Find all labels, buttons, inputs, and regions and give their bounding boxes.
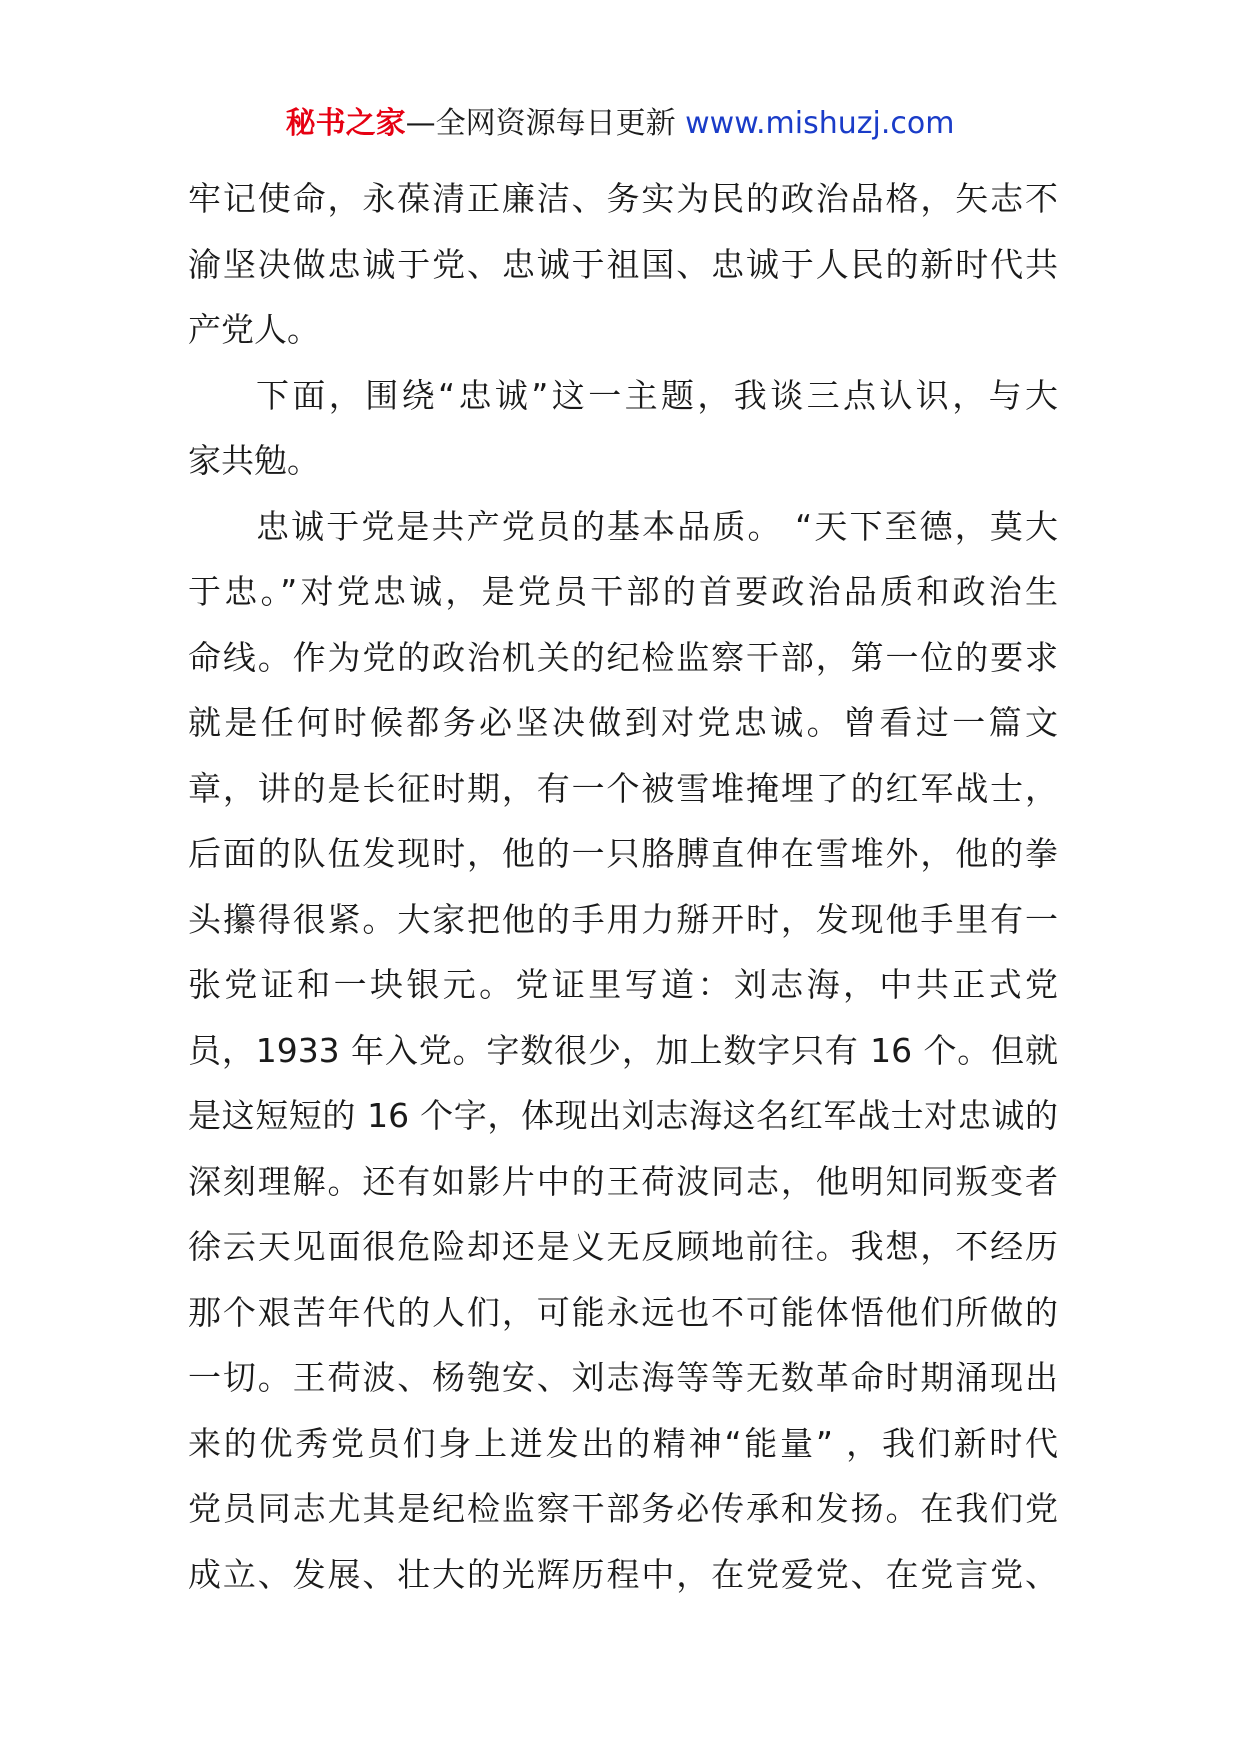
document-body: [188, 166, 1058, 1607]
text-line: 后面的队伍发现时，他的一只胳膊直伸在雪堆外，他的拳: [188, 834, 1058, 873]
text-line: 牢记使命，永葆清正廉洁、务实为民的政治品格，矢志不: [188, 179, 1058, 218]
text-line: 家共勉。: [188, 441, 320, 480]
text-line: 就是任何时候都务必坚决做到对党忠诚。曾看过一篇文: [188, 703, 1058, 742]
text-line: 张党证和一块银元。党证里写道：刘志海，中共正式党: [188, 965, 1058, 1004]
text-line: 是这短短的 16 个字，体现出刘志海这名红军战士对忠诚的: [188, 1096, 1058, 1135]
paragraph: [188, 166, 1058, 363]
paragraph: [188, 363, 1058, 494]
text-line: 产党人。: [188, 310, 320, 349]
text-line: 一切。王荷波、杨匏安、刘志海等等无数革命时期涌现出: [188, 1358, 1058, 1397]
text-line: 成立、发展、壮大的光辉历程中，在党爱党、在党言党、: [188, 1554, 1058, 1594]
text-line: 深刻理解。还有如影片中的王荷波同志，他明知同叛变者: [188, 1161, 1058, 1201]
text-line: 党员同志尤其是纪检监察干部务必传承和发扬。在我们党: [188, 1489, 1058, 1528]
site-header: [0, 104, 1240, 144]
paragraph: [188, 494, 1058, 1608]
text-line: 渝坚决做忠诚于党、忠诚于祖国、忠诚于人民的新时代共: [188, 244, 1058, 284]
text-line: 下面，围绕“忠诚”这一主题，我谈三点认识，与大: [256, 375, 1058, 415]
site-tagline: —全网资源每日更新: [405, 106, 676, 141]
text-line: 徐云天见面很危险却还是义无反顾地前往。我想，不经历: [188, 1227, 1058, 1266]
text-line: 员，1933 年入党。字数很少，加上数字只有 16 个。但就: [188, 1030, 1058, 1070]
text-line: 章，讲的是长征时期，有一个被雪堆掩埋了的红军战士，: [188, 768, 1058, 808]
text-line: 忠诚于党是共产党员的基本品质。 “天下至德，莫大: [256, 506, 1058, 546]
site-brand: 秘书之家: [285, 106, 406, 141]
text-line: 来的优秀党员们身上迸发出的精神“能量” ，我们新时代: [188, 1423, 1058, 1463]
text-line: 命线。作为党的政治机关的纪检监察干部，第一位的要求: [188, 637, 1058, 677]
text-line: 那个艰苦年代的人们，可能永远也不可能体悟他们所做的: [188, 1292, 1058, 1332]
text-line: 于忠。”对党忠诚，是党员干部的首要政治品质和政治生: [188, 572, 1058, 611]
site-url[interactable]: www.mishuzj.com: [685, 106, 955, 141]
text-line: 头攥得很紧。大家把他的手用力掰开时，发现他手里有一: [188, 899, 1058, 939]
